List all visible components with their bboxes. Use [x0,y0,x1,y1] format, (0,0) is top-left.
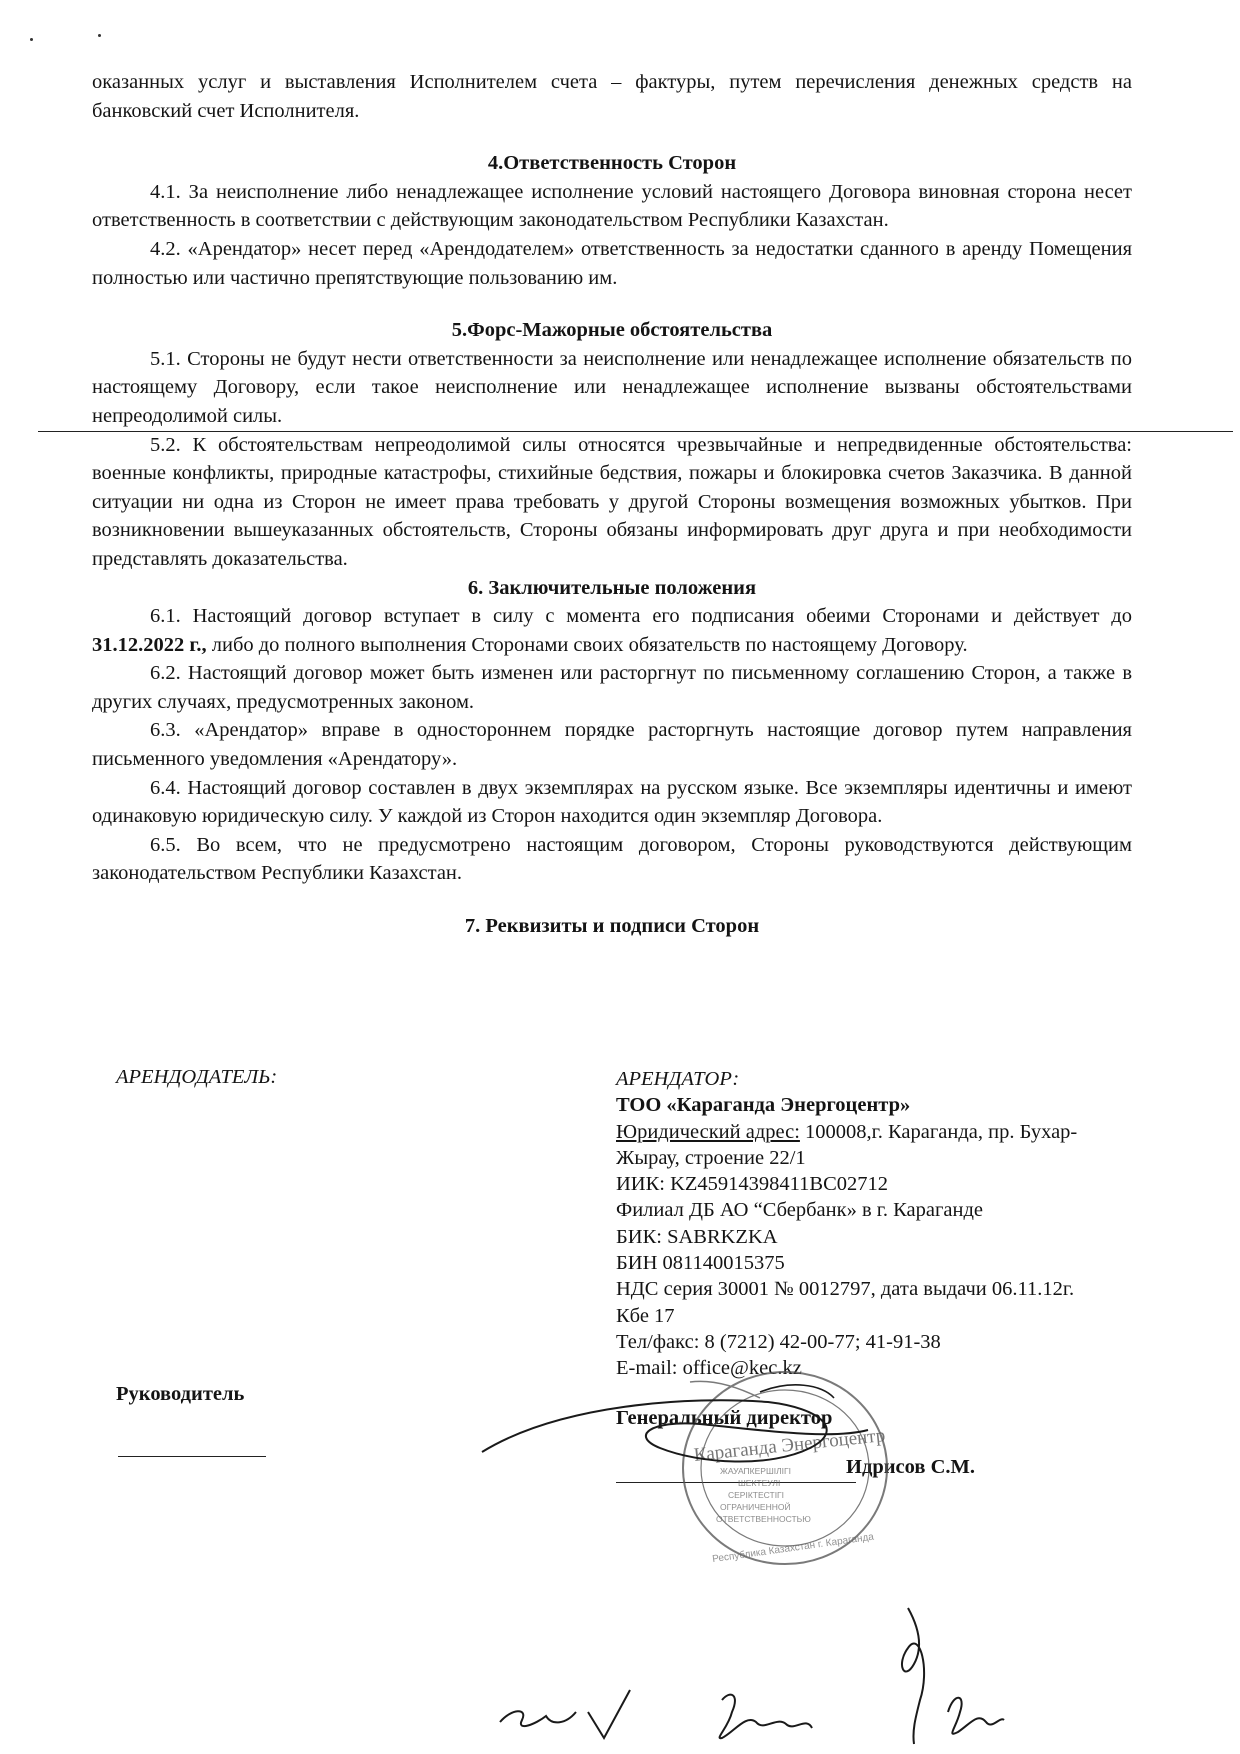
stamp-ring-text: Республика Казахстан г. Караганда [711,1531,875,1566]
tenant-bik: БИК: SABRKZKA [616,1225,778,1248]
tenant-company: ТОО «Караганда Энергоцентр» [616,1094,911,1117]
page-initials-1 [500,1690,630,1738]
tenant-email: E-mail: office@kec.kz [616,1357,802,1380]
clause-5-1: 5.1. Стороны не будут нести ответственности за неисполнение или ненадлежащее исполнение обязательств по настоящему Договору, если такое неисполнение или ненадлежащее исполнение вызваны обстоятельствами непреодолимой силы. [92,347,1132,427]
clause-4-1: 4.1. За неисполнение либо ненадлежащее исполнение условий настоящего Договора виновная сторона несет ответственность в соответствии с действующим законодательством Республики Казахстан. [92,180,1132,232]
section-7-heading: 7. Реквизиты и подписи Сторон [464,915,760,938]
clause-6-3: 6.3. «Арендатор» вправе в одностороннем порядке расторгнуть настоящие договор путем направления письменного уведомления «Арендатору». [92,719,1132,771]
tenant-iik: ИИК: KZ45914398411BC02712 [616,1173,889,1196]
clause-6-1: 6.1. Настоящий договор вступает в силу с момента его подписания обеими Сторонами и действует до 31.12.2022 г., либо до полного выполнения Сторонами своих обязательств по настоящему Договору. [92,605,1132,656]
stamp-line-2: ШЕКТЕУЛІ [738,1478,781,1488]
tenant-phone: Тел/факс: 8 (7212) 42-00-77; 41-91-38 [616,1330,941,1353]
tenant-bank: Филиал ДБ АО “Сбербанк» в г. Караганде [616,1199,983,1222]
director-title: Генеральный директор [616,1407,833,1429]
tenant-address-cont: Жырау, строение 22/1 [616,1146,806,1169]
contract-end-date: 31.12.2022 г., [92,633,207,656]
clause-6-5: 6.5. Во всем, что не предусмотрено настоящим договором, Стороны руководствуются действующим законодательством Республики Казахстан. [92,833,1132,885]
manager-label: Руководитель [116,1383,245,1405]
tenant-label: АРЕНДАТОР: [616,1068,740,1090]
tenant-address: Юридический адрес: 100008,г. Караганда, пр. Бухар- [616,1120,1078,1143]
stamp-center-text: Караганда Энергоцентр [692,1424,887,1466]
stamp-line-1: ЖАУАПКЕРШІЛІГІ [720,1466,792,1476]
director-name: Идрисов С.М. [846,1456,975,1478]
stamp-line-4: ОГРАНИЧЕННОЙ [720,1502,791,1512]
tenant-bin: БИН 081140015375 [616,1252,785,1275]
stamp-line-5: ОТВЕТСТВЕННОСТЬЮ [716,1514,811,1524]
clause-6-2: 6.2. Настоящий договор может быть изменен или расторгнут по письменному соглашению Сторон, а также в других случаях, предусмотренных законом. [92,662,1132,713]
section-5-heading: 5.Форс-Мажорные обстоятельства [451,319,773,342]
page-initials-2 [720,1695,812,1739]
section-4-heading: 4.Ответственность Сторон [487,152,737,175]
tenant-kbe: Кбе 17 [616,1304,675,1327]
stamp-line-3: СЕРІКТЕСТІГІ [728,1490,785,1500]
intro-paragraph: оказанных услуг и выставления Исполнителем счета – фактуры, путем перечисления денежных средств на банковский счет Исполнителя. [92,71,1132,122]
clause-4-2: 4.2. «Арендатор» несет перед «Арендодателем» ответственность за недостатки сданного в аренду Помещения полностью или частично препятствующие пользованию им. [92,237,1132,289]
page-initials-4 [948,1698,1004,1734]
clause-6-4: 6.4. Настоящий договор составлен в двух экземплярах на русском языке. Все экземпляры идентичны и имеют одинаковую юридическую силу. У каждой из Сторон находится один экземпляр Договора. [92,776,1132,828]
section-6-heading: 6. Заключительные положения [467,576,757,599]
landlord-label: АРЕНДОДАТЕЛЬ: [116,1066,278,1088]
page-initials-3 [902,1608,924,1744]
clause-5-2: 5.2. К обстоятельствам непреодолимой силы относятся чрезвычайные и непредвиденные обстоятельства: военные конфликты, природные катастрофы, стихийные бедствия, пожары и блокировка счетов Заказчика. В данной ситуации ни одна из Сторон не имеет права требовать у другой Стороны возмещения возможных убытков. При возникновении вышеуказанных обстоятельств, Стороны обязаны информировать друг друга и при необходимости представлять доказательства. [92,433,1132,570]
tenant-nds: НДС серия 30001 № 0012797, дата выдачи 06.11.12г. [616,1278,1075,1301]
